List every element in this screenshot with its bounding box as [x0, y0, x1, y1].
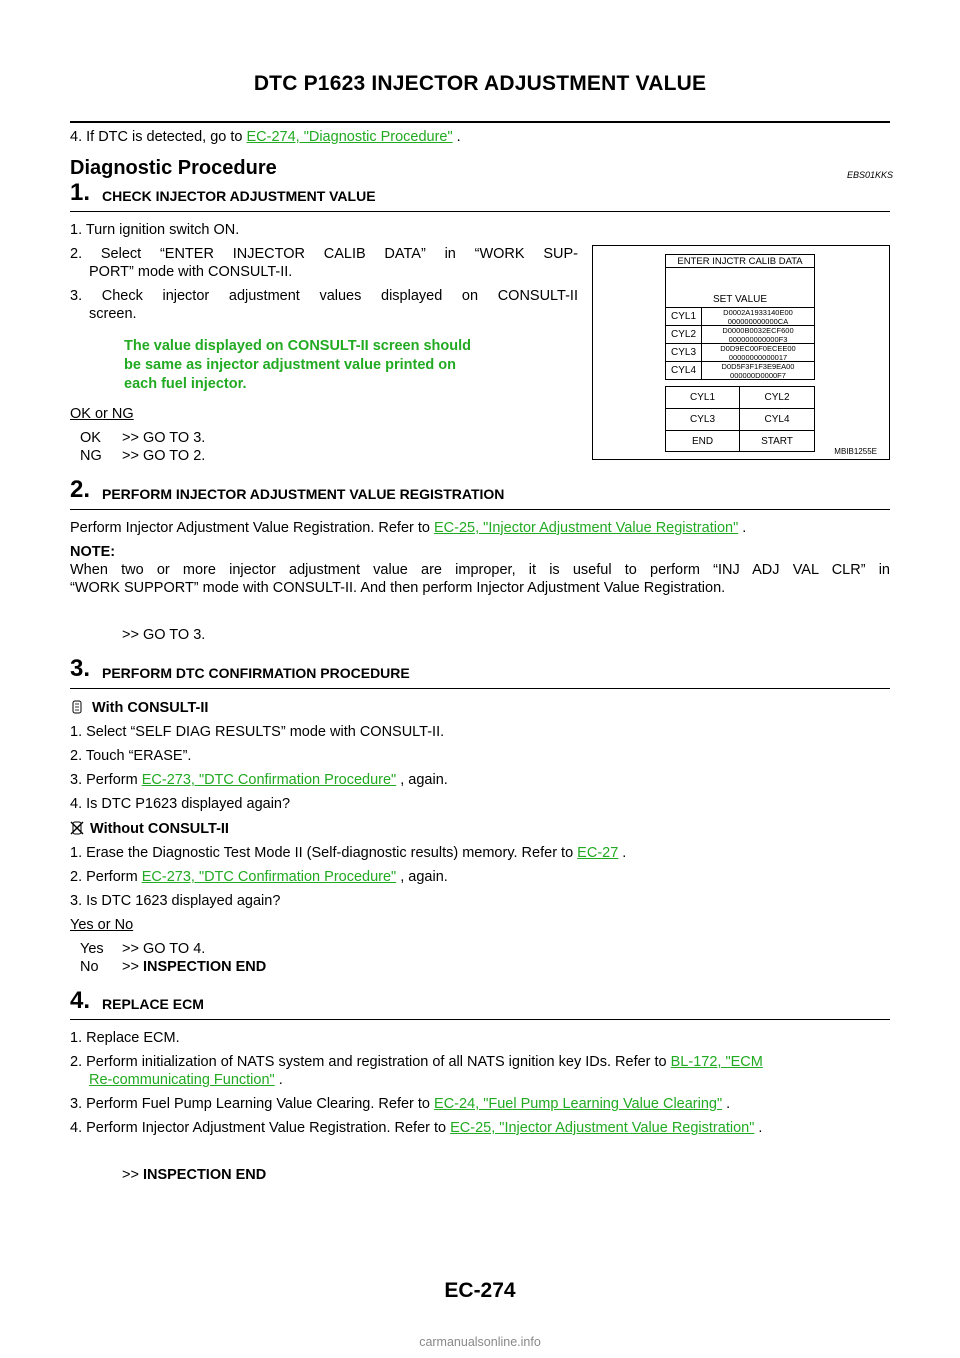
step1-judge: OK or NG [70, 406, 134, 422]
step1-ng-label: NG [80, 448, 102, 464]
cyl2-value-line1: D0000B0032ECF600 [722, 325, 794, 335]
without-item-1-prefix: 1. Erase the Diagnostic Test Mode II (Self-diagnostic results) memory. Refer to [70, 845, 578, 861]
step1-number: 1. [70, 179, 91, 206]
intro-text: 4. If DTC is detected, go to [70, 129, 247, 145]
step3-no-label: No [80, 959, 99, 975]
step4-end-prefix: >> [122, 1167, 143, 1183]
step4-item-3-link[interactable]: EC-24, "Fuel Pump Learning Value Clearing" [434, 1096, 723, 1112]
step4-item-3-suffix: . [722, 1096, 731, 1112]
step4-item-2-cont [89, 1071, 283, 1089]
step4-item-2-prefix: 2. Perform initialization of NATS system and registration of all NATS ignition key IDs. Refer to [70, 1054, 671, 1070]
with-consult-label: With CONSULT-II [92, 700, 209, 716]
step3-no-prefix: >> [122, 959, 143, 975]
step2-note-label: NOTE: [70, 544, 116, 560]
intro-line [70, 128, 461, 146]
cyl3-value-line1: D0D9EC00F0ECEE00 [720, 343, 796, 353]
step3-title: PERFORM DTC CONFIRMATION PROCEDURE [102, 665, 410, 681]
step2-text-prefix: Perform Injector Adjustment Value Registration. Refer to [70, 520, 435, 536]
set-value-label: SET VALUE [665, 267, 815, 308]
without-consult-label: Without CONSULT-II [90, 821, 229, 837]
step4-end-label: INSPECTION END [142, 1167, 267, 1183]
btn-cyl4: CYL4 [739, 408, 815, 431]
step4-item-2 [70, 1053, 763, 1071]
step1-item-3-cont: screen. [89, 306, 137, 322]
step4-item-3 [70, 1095, 730, 1113]
without-item-2-link[interactable]: EC-273, "DTC Confirmation Procedure" [141, 869, 397, 885]
step4-item-4-prefix: 4. Perform Injector Adjustment Value Registration. Refer to [70, 1120, 451, 1136]
consult-screen-figure [592, 245, 890, 460]
step1-divider [70, 211, 890, 212]
cyl2-value-line2: 000000000000F3 [728, 334, 788, 344]
step4-item-4-suffix: . [754, 1120, 763, 1136]
step1-item-2: 2. Select “ENTER INJECTOR CALIB DATA” in “WORK SUP- [70, 246, 578, 262]
step3-divider [70, 688, 890, 689]
intro-suffix: . [452, 129, 461, 145]
with-item-2: 2. Touch “ERASE”. [70, 748, 192, 764]
figure-caption: MBIB1255E [834, 447, 877, 456]
step1-item-2-cont: PORT” mode with CONSULT-II. [89, 264, 293, 280]
btn-cyl2: CYL2 [739, 386, 815, 409]
with-item-3-suffix: , again. [396, 772, 448, 788]
cyl3-value-line2: 00000000000017 [728, 352, 788, 362]
cyl2-label: CYL2 [665, 325, 702, 344]
step4-title: REPLACE ECM [102, 996, 204, 1012]
cyl1-value-line1: D0002A1933140E00 [723, 307, 793, 317]
step2-note-line-2: “WORK SUPPORT” mode with CONSULT-II. And then perform Injector Adjustment Value Registration. [70, 580, 726, 596]
step3-judge: Yes or No [70, 917, 134, 933]
step1-ng-action: >> GO TO 2. [122, 448, 206, 464]
without-item-1-suffix: . [618, 845, 627, 861]
step2-title: PERFORM INJECTOR ADJUSTMENT VALUE REGISTRATION [102, 486, 505, 502]
without-item-1 [70, 844, 626, 862]
cyl4-label: CYL4 [665, 361, 702, 380]
step4-number: 4. [70, 987, 91, 1014]
step2-link[interactable]: EC-25, "Injector Adjustment Value Registration" [434, 520, 739, 536]
with-item-1: 1. Select “SELF DIAG RESULTS” mode with CONSULT-II. [70, 724, 445, 740]
btn-start: START [739, 430, 815, 452]
step1-item-3: 3. Check injector adjustment values displayed on CONSULT-II [70, 288, 578, 304]
watermark: carmanualsonline.info [419, 1335, 541, 1349]
no-tool-icon [70, 821, 84, 835]
step1-ok-label: OK [80, 430, 101, 446]
cyl4-value [701, 361, 815, 380]
page-title: DTC P1623 INJECTOR ADJUSTMENT VALUE [253, 72, 707, 95]
with-item-4: 4. Is DTC P1623 displayed again? [70, 796, 291, 812]
step1-item-1: 1. Turn ignition switch ON. [70, 222, 240, 238]
cyl1-label: CYL1 [665, 307, 702, 326]
with-item-3 [70, 771, 448, 789]
title-divider [70, 121, 890, 123]
cyl2-value [701, 325, 815, 344]
step1-title: CHECK INJECTOR ADJUSTMENT VALUE [102, 188, 376, 204]
with-consult-heading [70, 699, 208, 717]
consult-tool-icon [70, 700, 84, 714]
step4-item-4 [70, 1119, 762, 1137]
step4-item-4-link[interactable]: EC-25, "Injector Adjustment Value Registration" [450, 1120, 755, 1136]
section-code: EBS01KKS [847, 170, 894, 180]
step4-divider [70, 1019, 890, 1020]
step4-item-2-link[interactable]: BL-172, "ECM [670, 1054, 763, 1070]
step1-ok-action: >> GO TO 3. [122, 430, 206, 446]
cyl1-value-line2: 000000000000CA [727, 316, 789, 326]
btn-cyl1: CYL1 [665, 386, 740, 409]
step2-text-suffix: . [738, 520, 747, 536]
step2-note-line-1: When two or more injector adjustment value are improper, it is useful to perform “INJ ADJ VAL CLR” in [70, 562, 890, 578]
step2-number: 2. [70, 476, 91, 503]
screen-title: ENTER INJCTR CALIB DATA [665, 254, 815, 268]
without-item-3: 3. Is DTC 1623 displayed again? [70, 893, 281, 909]
cyl1-value [701, 307, 815, 326]
btn-cyl3: CYL3 [665, 408, 740, 431]
step4-item-2-link-cont[interactable]: Re-communicating Function" [89, 1072, 275, 1088]
step2-divider [70, 509, 890, 510]
cyl3-label: CYL3 [665, 343, 702, 362]
step2-goto: >> GO TO 3. [122, 627, 206, 643]
step3-yes-label: Yes [80, 941, 104, 957]
btn-end: END [665, 430, 740, 452]
step3-yes-action: >> GO TO 4. [122, 941, 206, 957]
without-consult-heading [70, 820, 229, 838]
intro-link[interactable]: EC-274, "Diagnostic Procedure" [246, 129, 453, 145]
step4-item-3-prefix: 3. Perform Fuel Pump Learning Value Clearing. Refer to [70, 1096, 435, 1112]
step4-item-2-suffix: . [274, 1072, 283, 1088]
section-title: Diagnostic Procedure [70, 157, 277, 179]
with-item-3-prefix: 3. Perform [70, 772, 142, 788]
step3-no-result: INSPECTION END [142, 959, 267, 975]
cyl3-value [701, 343, 815, 362]
step4-item-1: 1. Replace ECM. [70, 1030, 180, 1046]
cyl4-value-line1: D0D5F3F1F3E9EA00 [721, 361, 795, 371]
step3-no-action [122, 958, 266, 976]
cyl4-value-line2: 000000D0000F7 [730, 370, 786, 380]
step1-note-line-3: each fuel injector. [124, 376, 247, 392]
without-item-1-link[interactable]: EC-27 [577, 845, 619, 861]
step1-note-line-1: The value displayed on CONSULT-II screen should [124, 338, 471, 354]
without-item-2-suffix: , again. [396, 869, 448, 885]
without-item-2-prefix: 2. Perform [70, 869, 142, 885]
step1-note-line-2: be same as injector adjustment value printed on [124, 357, 456, 373]
with-item-3-link[interactable]: EC-273, "DTC Confirmation Procedure" [141, 772, 397, 788]
step4-end [122, 1166, 266, 1184]
without-item-2 [70, 868, 448, 886]
step2-text [70, 519, 746, 537]
page-number: EC-274 [444, 1279, 516, 1302]
step3-number: 3. [70, 655, 91, 682]
